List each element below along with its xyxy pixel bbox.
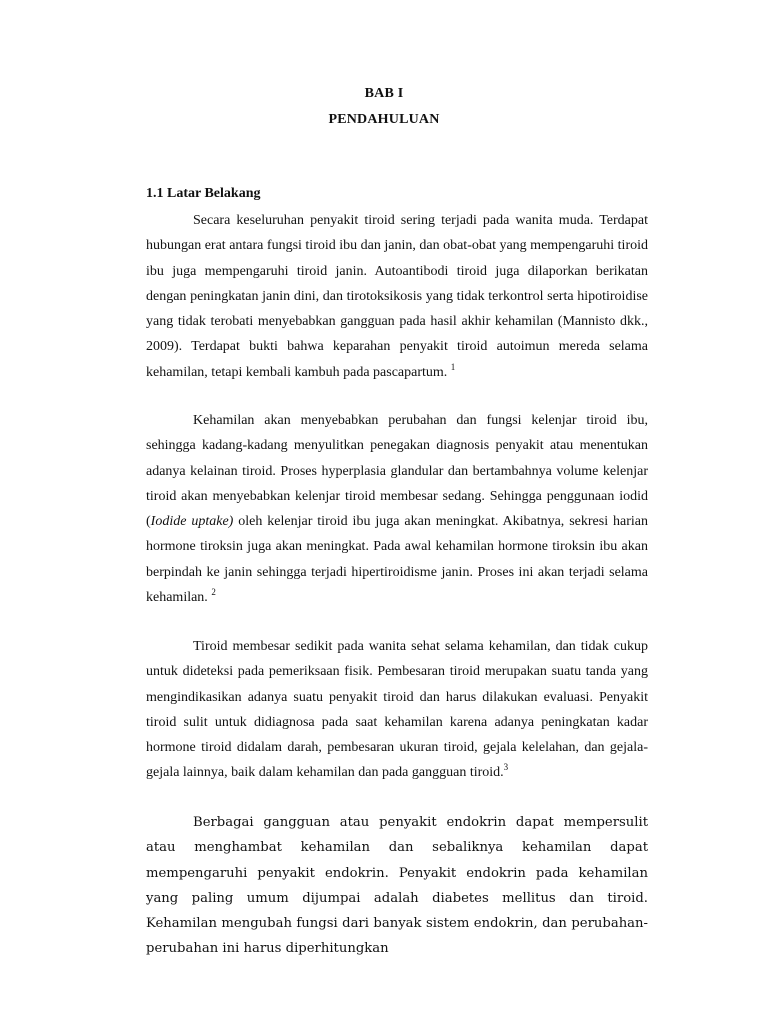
paragraph-2-text-before: Kehamilan akan menyebabkan perubahan dan fungsi kelenjar tiroid ibu, sehingga kadang-kadang menyulitkan penegakan diagnosis penyakit atau menentukan adanya kelainan tiroid. Proses hyperplasia glandular dan bertambahnya volume kelenjar tiroid akan menyebabkan kelenjar tiroid membesar sedang. Sehingga penggunaan iodid ( <box>146 413 648 530</box>
paragraph-1-text: Secara keseluruhan penyakit tiroid sering terjadi pada wanita muda. Terdapat hubungan erat antara fungsi tiroid ibu dan janin, dan obat-obat yang mempengaruhi tiroid ibu juga mempengaruhi tiroid janin. Autoantibodi tiroid juga dilaporkan berikatan dengan peningkatan janin dini, dan tirotoksikosis yang tidak terkontrol serta hipotiroidise yang tidak terobati menyebabkan gangguan pada hasil akhir kehamilan (Mannisto dkk., 2009). Terdapat bukti bahwa keparahan penyakit tiroid autoimun mereda selama kehamilan, tetapi kembali kambuh pada pascapartum. <box>146 213 648 380</box>
paragraph-3-text: Tiroid membesar sedikit pada wanita sehat selama kehamilan, dan tidak cukup untuk dideteksi pada pemeriksaan fisik. Pembesaran tiroid merupakan suatu tanda yang mengindikasikan adanya suatu penyakit tiroid dan harus dilakukan evaluasi. Penyakit tiroid sulit untuk didiagnosa pada saat kehamilan karena adanya peningkatan kadar hormone tiroid didalam darah, pembesaran ukuran tiroid, gejala kelelahan, dan gejala-gejala lainnya, baik dalam kehamilan dan pada gangguan tiroid. <box>146 639 648 781</box>
paragraph-3 <box>146 634 648 786</box>
paragraph-4-text: Berbagai gangguan atau penyakit endokrin dapat mempersulit atau menghambat kehamilan dan sebaliknya kehamilan dapat mempengaruhi penyakit endokrin. Penyakit endokrin pada kehamilan yang paling umum dijumpai adalah diabetes mellitus dan tiroid. Kehamilan mengubah fungsi dari banyak sistem endokrin, dan perubahan-perubahan ini harus diperhitungkan <box>146 815 648 957</box>
chapter-title: PENDAHULUAN <box>328 112 440 127</box>
section-heading: 1.1 Latar Belakang <box>146 186 261 201</box>
paragraph-4 <box>146 810 648 962</box>
paragraph-1 <box>146 208 648 385</box>
footnote-ref-2: 2 <box>211 587 216 598</box>
paragraph-2 <box>146 408 648 610</box>
footnote-ref-3: 3 <box>503 762 509 773</box>
paragraph-2-italic-term: Iodide uptake) <box>150 514 234 530</box>
footnote-ref-1: 1 <box>450 361 456 372</box>
chapter-number: BAB I <box>364 86 404 101</box>
paragraph-2-text-after: oleh kelenjar tiroid ibu juga akan meningkat. Akibatnya, sekresi harian hormone tiroksin juga akan meningkat. Pada awal kehamilan hormone tiroksin ibu akan berpindah ke janin sehingga terjadi hipertiroidisme janin. Proses ini akan terjadi selama kehamilan. <box>146 514 648 606</box>
